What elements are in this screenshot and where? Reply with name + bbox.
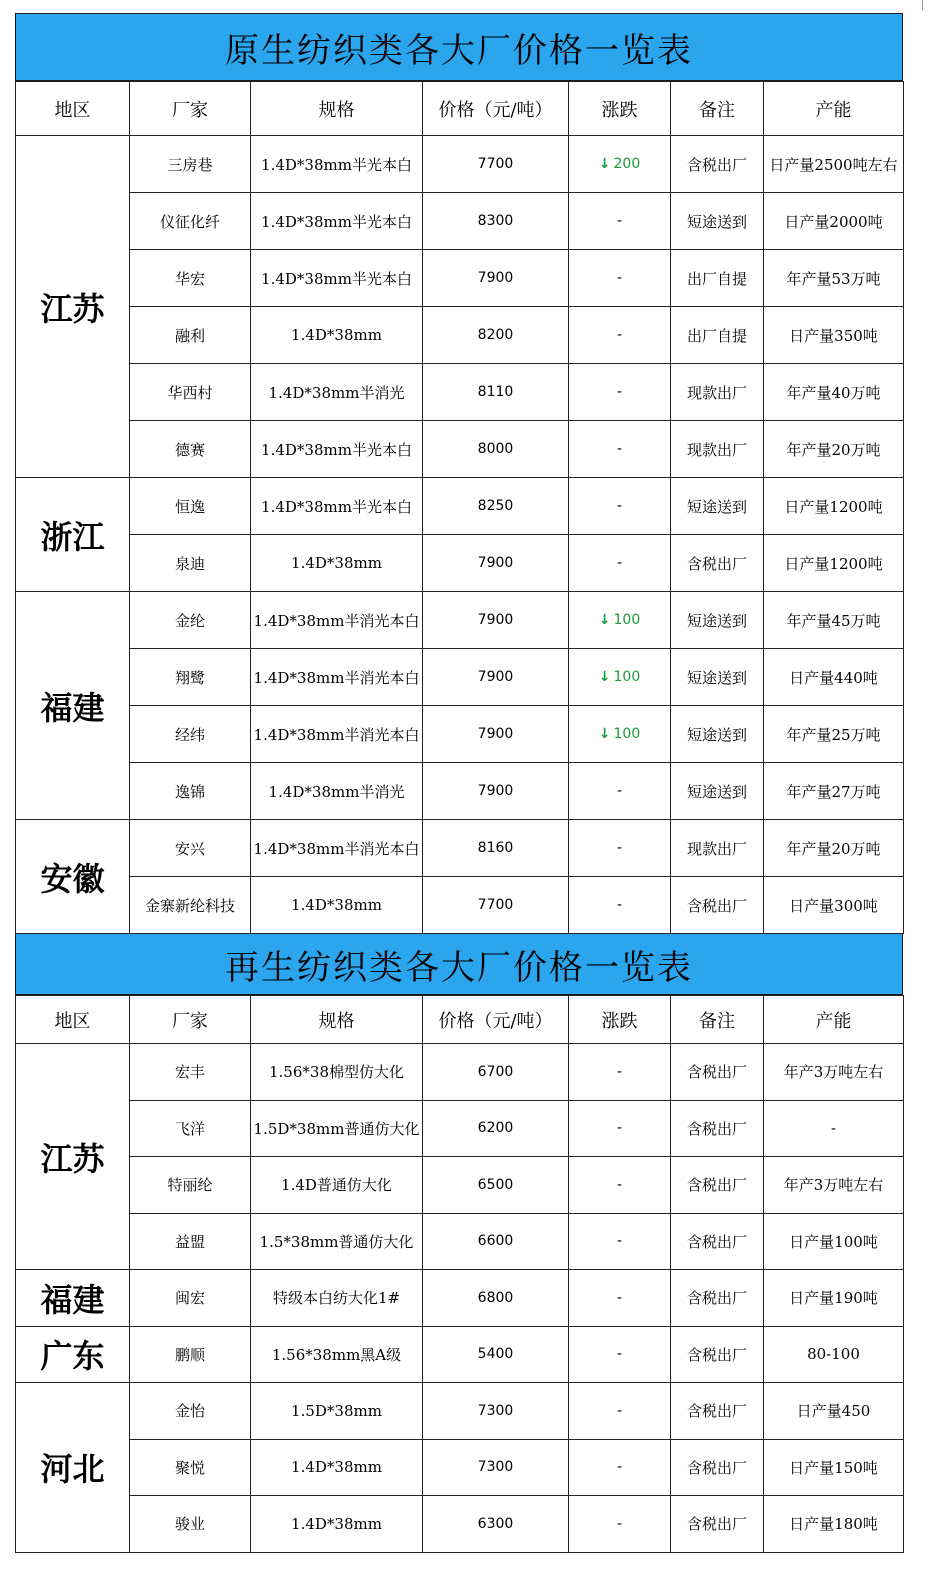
table-row bbox=[16, 1326, 904, 1383]
change-cell: - bbox=[569, 820, 671, 877]
header-price: 价格（元/吨） bbox=[423, 996, 569, 1044]
table-row bbox=[16, 649, 904, 706]
spec-cell: 1.4D*38mm半消光 bbox=[251, 763, 423, 820]
note-cell: 短途送到 bbox=[671, 478, 764, 535]
capacity-cell: 日产量100吨 bbox=[764, 1213, 904, 1270]
change-value: 100 bbox=[613, 726, 641, 742]
header-price: 价格（元/吨） bbox=[423, 82, 569, 136]
capacity-cell: 日产量1200吨 bbox=[764, 478, 904, 535]
table-row bbox=[16, 1100, 904, 1157]
capacity-cell: 年产量27万吨 bbox=[764, 763, 904, 820]
factory-cell: 恒逸 bbox=[130, 478, 251, 535]
note-cell: 含税出厂 bbox=[671, 1383, 764, 1440]
table2-title: 再生纺织类各大厂价格一览表 bbox=[15, 934, 903, 995]
capacity-cell: 80-100 bbox=[764, 1326, 904, 1383]
price-cell: 8300 bbox=[423, 193, 569, 250]
factory-cell: 德赛 bbox=[130, 421, 251, 478]
factory-cell: 安兴 bbox=[130, 820, 251, 877]
change-cell: - bbox=[569, 1383, 671, 1440]
capacity-cell: 日产量150吨 bbox=[764, 1439, 904, 1496]
note-cell: 现款出厂 bbox=[671, 364, 764, 421]
header-change: 涨跌 bbox=[569, 996, 671, 1044]
spec-cell: 1.4D*38mm半光本白 bbox=[251, 250, 423, 307]
note-cell: 含税出厂 bbox=[671, 1213, 764, 1270]
price-cell: 7900 bbox=[423, 250, 569, 307]
change-cell: - bbox=[569, 763, 671, 820]
capacity-cell: 日产量180吨 bbox=[764, 1496, 904, 1553]
factory-cell: 经纬 bbox=[130, 706, 251, 763]
region-cell: 安徽 bbox=[16, 820, 130, 934]
spec-cell: 1.4D*38mm半消光本白 bbox=[251, 820, 423, 877]
down-arrow-icon: ↓ bbox=[598, 612, 611, 628]
capacity-cell: 年产量20万吨 bbox=[764, 421, 904, 478]
capacity-cell: 年产量25万吨 bbox=[764, 706, 904, 763]
factory-cell: 金纶 bbox=[130, 592, 251, 649]
table-row bbox=[16, 706, 904, 763]
change-cell: - bbox=[569, 250, 671, 307]
header-region: 地区 bbox=[16, 996, 130, 1044]
factory-cell: 华西村 bbox=[130, 364, 251, 421]
table-row bbox=[16, 535, 904, 592]
note-cell: 短途送到 bbox=[671, 193, 764, 250]
capacity-cell: 日产量190吨 bbox=[764, 1270, 904, 1327]
factory-cell: 宏丰 bbox=[130, 1044, 251, 1101]
change-value: 200 bbox=[613, 156, 641, 172]
change-cell bbox=[569, 649, 671, 706]
change-cell: - bbox=[569, 877, 671, 934]
price-cell: 6300 bbox=[423, 1496, 569, 1553]
factory-cell: 逸锦 bbox=[130, 763, 251, 820]
spec-cell: 1.5*38mm普通仿大化 bbox=[251, 1213, 423, 1270]
spec-cell: 1.4D普通仿大化 bbox=[251, 1157, 423, 1214]
change-cell: - bbox=[569, 1044, 671, 1101]
change-cell bbox=[569, 706, 671, 763]
table-row bbox=[16, 763, 904, 820]
factory-cell: 仪征化纤 bbox=[130, 193, 251, 250]
factory-cell: 三房巷 bbox=[130, 136, 251, 193]
capacity-cell: 日产量2000吨 bbox=[764, 193, 904, 250]
change-value: 100 bbox=[613, 669, 641, 685]
factory-cell: 飞洋 bbox=[130, 1100, 251, 1157]
header-factory: 厂家 bbox=[130, 82, 251, 136]
price-cell: 5400 bbox=[423, 1326, 569, 1383]
spec-cell: 1.5D*38mm bbox=[251, 1383, 423, 1440]
factory-cell: 特丽纶 bbox=[130, 1157, 251, 1214]
region-cell: 福建 bbox=[16, 592, 130, 820]
table-row bbox=[16, 1270, 904, 1327]
price-cell: 6600 bbox=[423, 1213, 569, 1270]
down-arrow-icon: ↓ bbox=[598, 726, 611, 742]
capacity-cell: 日产量300吨 bbox=[764, 877, 904, 934]
note-cell: 含税出厂 bbox=[671, 136, 764, 193]
table1 bbox=[15, 81, 904, 934]
spec-cell: 1.4D*38mm bbox=[251, 877, 423, 934]
factory-cell: 泉迪 bbox=[130, 535, 251, 592]
table-row bbox=[16, 1496, 904, 1553]
capacity-cell: 年产量40万吨 bbox=[764, 364, 904, 421]
capacity-cell: 年产3万吨左右 bbox=[764, 1157, 904, 1214]
header-note: 备注 bbox=[671, 82, 764, 136]
capacity-cell: 年产量45万吨 bbox=[764, 592, 904, 649]
spec-cell: 1.56*38mm黑A级 bbox=[251, 1326, 423, 1383]
spec-cell: 1.4D*38mm半光本白 bbox=[251, 136, 423, 193]
table-row bbox=[16, 877, 904, 934]
header-note: 备注 bbox=[671, 996, 764, 1044]
spec-cell: 1.5D*38mm普通仿大化 bbox=[251, 1100, 423, 1157]
note-cell: 出厂自提 bbox=[671, 307, 764, 364]
note-cell: 现款出厂 bbox=[671, 421, 764, 478]
spec-cell: 1.4D*38mm半光本白 bbox=[251, 478, 423, 535]
spec-cell: 1.4D*38mm半消光本白 bbox=[251, 592, 423, 649]
capacity-cell: 年产3万吨左右 bbox=[764, 1044, 904, 1101]
note-cell: 含税出厂 bbox=[671, 1496, 764, 1553]
spec-cell: 特级本白纺大化1# bbox=[251, 1270, 423, 1327]
spec-cell: 1.4D*38mm半消光本白 bbox=[251, 649, 423, 706]
price-cell: 8250 bbox=[423, 478, 569, 535]
change-cell: - bbox=[569, 535, 671, 592]
spec-cell: 1.4D*38mm半消光本白 bbox=[251, 706, 423, 763]
table-row bbox=[16, 1157, 904, 1214]
price-cell: 7900 bbox=[423, 706, 569, 763]
capacity-cell: 日产量2500吨左右 bbox=[764, 136, 904, 193]
price-cell: 8000 bbox=[423, 421, 569, 478]
header-capacity: 产能 bbox=[764, 996, 904, 1044]
spec-cell: 1.4D*38mm bbox=[251, 1439, 423, 1496]
table-row bbox=[16, 193, 904, 250]
price-cell: 7300 bbox=[423, 1383, 569, 1440]
region-cell: 江苏 bbox=[16, 1044, 130, 1270]
table-row bbox=[16, 820, 904, 877]
factory-cell: 融利 bbox=[130, 307, 251, 364]
header-change: 涨跌 bbox=[569, 82, 671, 136]
change-cell bbox=[569, 136, 671, 193]
factory-cell: 翔鹭 bbox=[130, 649, 251, 706]
region-cell: 江苏 bbox=[16, 136, 130, 478]
note-cell: 短途送到 bbox=[671, 592, 764, 649]
note-cell: 现款出厂 bbox=[671, 820, 764, 877]
price-cell: 6800 bbox=[423, 1270, 569, 1327]
region-cell: 广东 bbox=[16, 1326, 130, 1383]
table-row bbox=[16, 250, 904, 307]
factory-cell: 聚悦 bbox=[130, 1439, 251, 1496]
factory-cell: 鹏顺 bbox=[130, 1326, 251, 1383]
table-row bbox=[16, 1439, 904, 1496]
table-row bbox=[16, 592, 904, 649]
spec-cell: 1.4D*38mm bbox=[251, 1496, 423, 1553]
region-cell: 浙江 bbox=[16, 478, 130, 592]
change-value: 100 bbox=[613, 612, 641, 628]
table-row bbox=[16, 1383, 904, 1440]
price-cell: 7900 bbox=[423, 535, 569, 592]
table-row bbox=[16, 307, 904, 364]
change-cell: - bbox=[569, 307, 671, 364]
capacity-cell: 年产量20万吨 bbox=[764, 820, 904, 877]
table1-title: 原生纺织类各大厂价格一览表 bbox=[15, 13, 903, 81]
region-cell: 河北 bbox=[16, 1383, 130, 1553]
price-cell: 6500 bbox=[423, 1157, 569, 1214]
factory-cell: 闽宏 bbox=[130, 1270, 251, 1327]
header-spec: 规格 bbox=[251, 82, 423, 136]
down-arrow-icon: ↓ bbox=[598, 156, 611, 172]
change-cell: - bbox=[569, 1157, 671, 1214]
change-cell bbox=[569, 592, 671, 649]
price-cell: 7300 bbox=[423, 1439, 569, 1496]
spec-cell: 1.4D*38mm半光本白 bbox=[251, 421, 423, 478]
note-cell: 含税出厂 bbox=[671, 1100, 764, 1157]
change-cell: - bbox=[569, 421, 671, 478]
table2 bbox=[15, 995, 904, 1553]
table-row bbox=[16, 421, 904, 478]
change-cell: - bbox=[569, 1326, 671, 1383]
price-cell: 7700 bbox=[423, 136, 569, 193]
capacity-cell: 日产量1200吨 bbox=[764, 535, 904, 592]
table2-header-row bbox=[16, 996, 904, 1044]
change-cell: - bbox=[569, 478, 671, 535]
price-cell: 8200 bbox=[423, 307, 569, 364]
price-cell: 8160 bbox=[423, 820, 569, 877]
capacity-cell: - bbox=[764, 1100, 904, 1157]
change-cell: - bbox=[569, 1100, 671, 1157]
factory-cell: 金寨新纶科技 bbox=[130, 877, 251, 934]
spec-cell: 1.4D*38mm bbox=[251, 535, 423, 592]
table1-header-row bbox=[16, 82, 904, 136]
note-cell: 短途送到 bbox=[671, 706, 764, 763]
note-cell: 短途送到 bbox=[671, 763, 764, 820]
change-cell: - bbox=[569, 1496, 671, 1553]
edge-marker bbox=[922, 0, 923, 10]
spec-cell: 1.4D*38mm bbox=[251, 307, 423, 364]
table-row bbox=[16, 1213, 904, 1270]
note-cell: 含税出厂 bbox=[671, 877, 764, 934]
note-cell: 短途送到 bbox=[671, 649, 764, 706]
change-cell: - bbox=[569, 1270, 671, 1327]
factory-cell: 金怡 bbox=[130, 1383, 251, 1440]
region-cell: 福建 bbox=[16, 1270, 130, 1327]
change-cell: - bbox=[569, 1213, 671, 1270]
table-row bbox=[16, 136, 904, 193]
price-cell: 7900 bbox=[423, 592, 569, 649]
factory-cell: 骏业 bbox=[130, 1496, 251, 1553]
header-capacity: 产能 bbox=[764, 82, 904, 136]
spec-cell: 1.4D*38mm半消光 bbox=[251, 364, 423, 421]
price-cell: 6700 bbox=[423, 1044, 569, 1101]
table-row bbox=[16, 364, 904, 421]
header-region: 地区 bbox=[16, 82, 130, 136]
spec-cell: 1.56*38棉型仿大化 bbox=[251, 1044, 423, 1101]
header-factory: 厂家 bbox=[130, 996, 251, 1044]
note-cell: 含税出厂 bbox=[671, 1439, 764, 1496]
price-cell: 7900 bbox=[423, 649, 569, 706]
factory-cell: 华宏 bbox=[130, 250, 251, 307]
change-cell: - bbox=[569, 364, 671, 421]
capacity-cell: 日产量350吨 bbox=[764, 307, 904, 364]
note-cell: 含税出厂 bbox=[671, 1157, 764, 1214]
capacity-cell: 日产量440吨 bbox=[764, 649, 904, 706]
change-cell: - bbox=[569, 1439, 671, 1496]
header-spec: 规格 bbox=[251, 996, 423, 1044]
table-row bbox=[16, 1044, 904, 1101]
capacity-cell: 日产量450 bbox=[764, 1383, 904, 1440]
note-cell: 含税出厂 bbox=[671, 1326, 764, 1383]
price-cell: 8110 bbox=[423, 364, 569, 421]
price-cell: 7700 bbox=[423, 877, 569, 934]
change-cell: - bbox=[569, 193, 671, 250]
note-cell: 含税出厂 bbox=[671, 535, 764, 592]
price-sheet bbox=[15, 13, 903, 1553]
table-row bbox=[16, 478, 904, 535]
price-cell: 7900 bbox=[423, 763, 569, 820]
down-arrow-icon: ↓ bbox=[598, 669, 611, 685]
factory-cell: 益盟 bbox=[130, 1213, 251, 1270]
spec-cell: 1.4D*38mm半光本白 bbox=[251, 193, 423, 250]
note-cell: 含税出厂 bbox=[671, 1044, 764, 1101]
price-cell: 6200 bbox=[423, 1100, 569, 1157]
note-cell: 含税出厂 bbox=[671, 1270, 764, 1327]
capacity-cell: 年产量53万吨 bbox=[764, 250, 904, 307]
note-cell: 出厂自提 bbox=[671, 250, 764, 307]
